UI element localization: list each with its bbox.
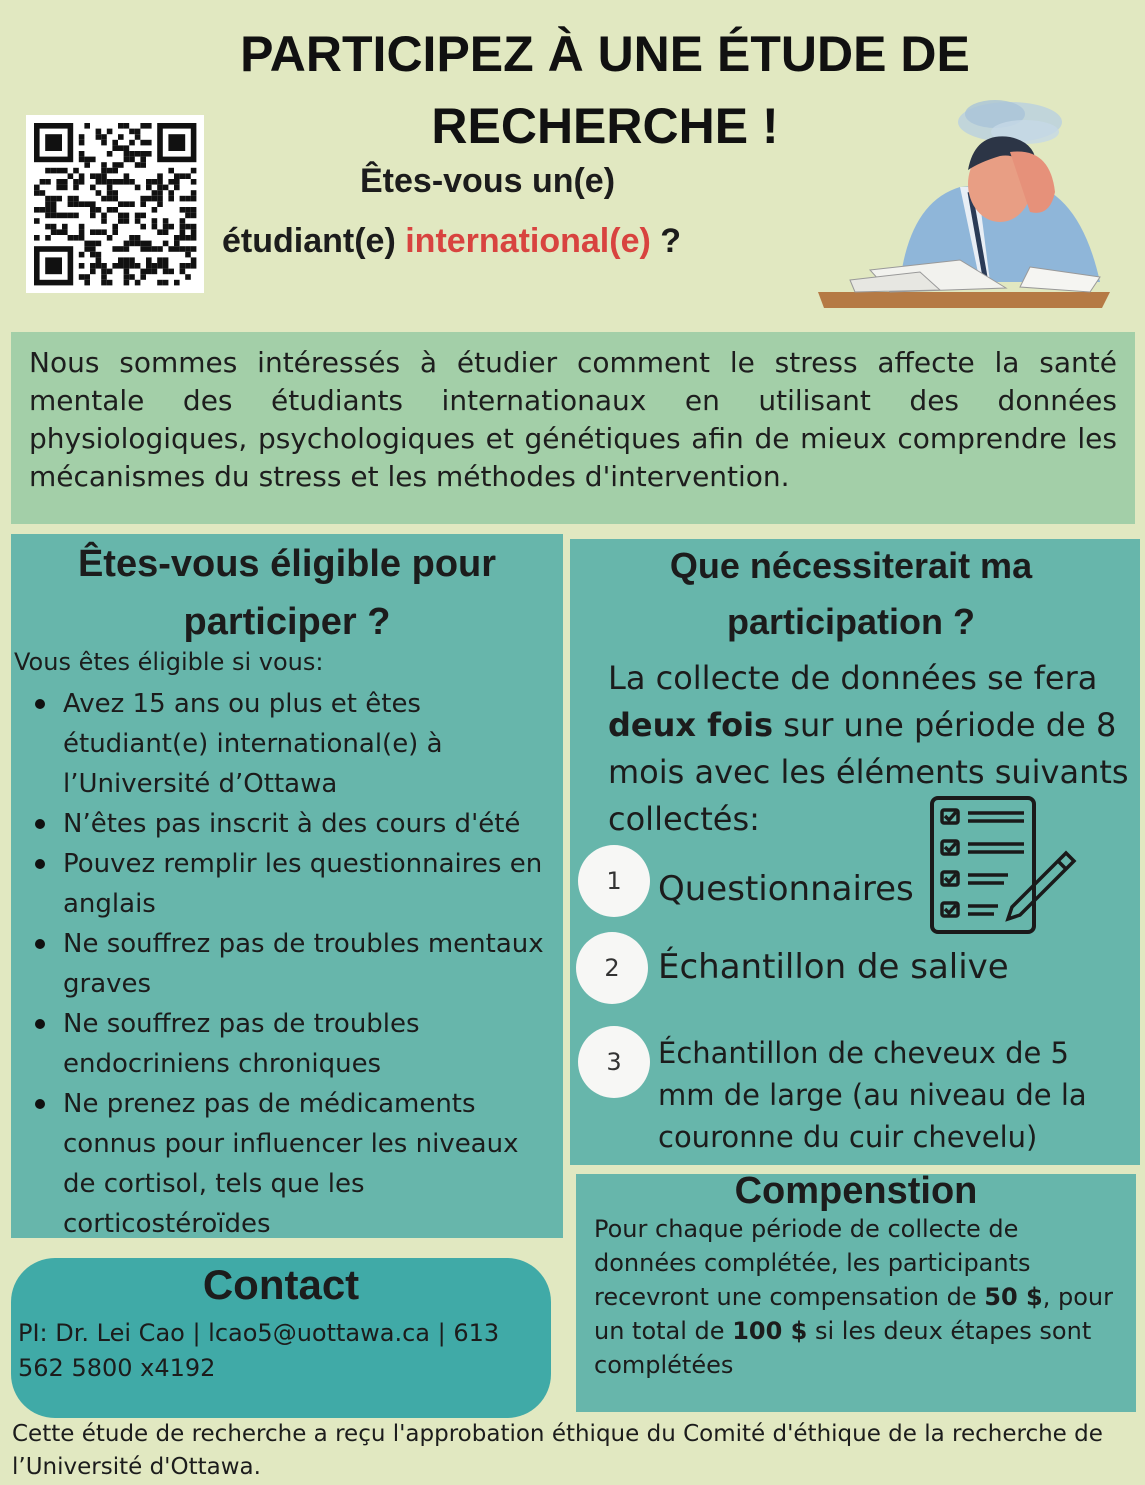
qr-code-icon[interactable]: [26, 115, 204, 293]
eligibility-list: [11, 684, 556, 1244]
intro-end: sur une période de 8 mois avec les éléments suivants collectés:: [608, 706, 1129, 838]
subtitle-line-1: Êtes-vous un(e): [360, 162, 616, 200]
step-2-badge: 2: [576, 932, 648, 1004]
step-1-badge: 1: [578, 845, 650, 917]
comp-text-1: Pour chaque période de collecte de données complétée, les participants recevront une compensation de: [594, 1215, 1031, 1311]
eligibility-intro: Vous êtes éligible si vous:: [14, 648, 324, 676]
subtitle-end: ?: [660, 222, 682, 260]
comp-text-2: , pour un total de: [594, 1283, 1113, 1345]
list-item: N’êtes pas inscrit à des cours d'été: [63, 804, 556, 844]
compensation-text: [594, 1212, 1124, 1382]
compensation-title: Compenstion: [734, 1170, 978, 1212]
list-item: Pouvez remplir les questionnaires en anglais: [63, 844, 556, 924]
list-item: Ne prenez pas de médicaments connus pour influencer les niveaux de cortisol, tels que les corticostéroïdes: [63, 1084, 556, 1244]
step-2-label: Échantillon de salive: [658, 947, 1009, 987]
comp-amount-1: 50 $: [984, 1283, 1043, 1311]
step-3-label: Échantillon de cheveux de 5 mm de large (au niveau de la couronne du cuir chevelu): [658, 1036, 1087, 1154]
page-title: PARTICIPEZ À UNE ÉTUDE DE RECHERCHE !: [240, 26, 970, 154]
list-item: Ne souffrez pas de troubles mentaux graves: [63, 924, 556, 1004]
comp-text-3: si les deux étapes sont complétées: [594, 1317, 1092, 1379]
step-3-badge: 3: [578, 1026, 650, 1098]
list-item: Ne souffrez pas de troubles endocriniens chroniques: [63, 1004, 556, 1084]
contact-details[interactable]: PI: Dr. Lei Cao | lcao5@uottawa.ca | 613 562 5800 x4192: [18, 1319, 500, 1382]
comp-amount-2: 100 $: [732, 1317, 808, 1345]
subtitle-start: étudiant(e): [222, 222, 396, 260]
stressed-student-illustration: [810, 92, 1122, 314]
participation-title: Que nécessiterait ma participation ?: [669, 545, 1033, 642]
step-1-label: Questionnaires: [658, 869, 914, 909]
intro-text: Nous sommes intéressés à étudier comment le stress affecte la santé mentale des étudiants internationaux en utilisant des données physiologiques, psychologiques et génétiques afin de mieux comprendre les mécanismes du stress et les méthodes d'intervention.: [29, 346, 1117, 493]
intro-bold: deux fois: [608, 706, 774, 744]
subtitle-highlight: international(e): [405, 222, 651, 260]
contact-title: Contact: [202, 1261, 360, 1308]
intro-start: La collecte de données se fera: [608, 659, 1098, 697]
footer-ethics-note: Cette étude de recherche a reçu l'approbation éthique du Comité d'éthique de la recherche de l’Université d'Ottawa.: [12, 1421, 1103, 1480]
list-item: Avez 15 ans ou plus et êtes étudiant(e) international(e) à l’Université d’Ottawa: [63, 684, 556, 804]
intro-box: [11, 332, 1135, 524]
subtitle-line-2: [222, 222, 681, 261]
checklist-icon: [928, 795, 1080, 937]
eligibility-title: Êtes-vous éligible pour participer ?: [77, 543, 497, 643]
